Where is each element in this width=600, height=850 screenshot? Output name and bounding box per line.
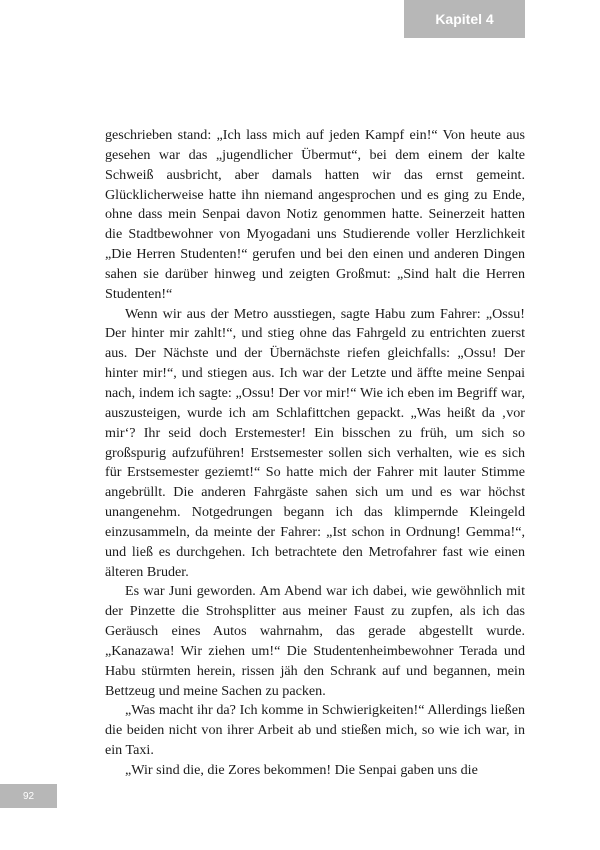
paragraph: „Was macht ihr da? Ich komme in Schwierigkeiten!“ Allerdings ließen die beiden nicht von ihrer Arbeit ab und stießen mich, so wie ich war, in ein Taxi. [105,702,525,759]
page-number: 92 [22,790,35,802]
page-body-text [105,126,525,781]
page-number-box [0,784,57,808]
chapter-label: Kapitel 4 [435,11,494,27]
chapter-tab [404,0,525,38]
paragraph: geschrieben stand: „Ich lass mich auf jeden Kampf ein!“ Von heute aus gesehen war das „jugendlicher Übermut“, bei dem einem der kalte Schweiß ausbricht, aber damals hatten wir das ernst gemeint. Glücklicherweise hatte ihn niemand angesprochen und es ging zu Ende, ohne dass mein Senpai davon Notiz genommen hatte. Seinerzeit hatten die Stadtbewohner von Myogadani uns Studierende voller Herzlichkeit „Die Herren Studenten!“ gerufen und bei den einen und anderen Dingen sahen sie darüber hinweg und zeigten Großmut: „Sind halt die Herren Studenten!“ [105,127,525,302]
paragraph: Es war Juni geworden. Am Abend war ich dabei, wie gewöhnlich mit der Pinzette die Strohsplitter aus meiner Faust zu zupfen, als ich das Geräusch eines Autos wahrnahm, das gerade abgestellt wurde. „Kanazawa! Wir ziehen um!“ Die Studentenheimbewohner Terada und Habu stürmten herein, rissen jäh den Schrank auf und begannen, mein Bettzeug und meine Sachen zu packen. [105,583,525,699]
paragraph: „Wir sind die, die Zores bekommen! Die Senpai gaben uns die [125,762,478,778]
paragraph: Wenn wir aus der Metro ausstiegen, sagte Habu zum Fahrer: „Ossu! Der hinter mir zahlt!“, und stieg ohne das Fahrgeld zu entrichten zuerst aus. Der Nächste und der Übernächste riefen gleichfalls: „Ossu! Der hinter mir!“, und stiegen aus. Ich war der Letzte und äffte meine Senpai nach, indem ich sagte: „Ossu! Der vor mir!“ Wie ich eben im Begriff war, auszusteigen, wurde ich am Schlafittchen gepackt. „Was heißt da ‚vor mir‘? Ihr seid doch Erstemester! Ein bisschen zu früh, um sich so großspurig aufzuführen! Erstsemester sollen sich verhalten, wie es sich für Erstsemester geziemt!“ So hatte mich der Fahrer mit lauter Stimme angebrüllt. Die anderen Fahrgäste sahen sich um und es war höchst unangenehm. Notgedrungen begann ich das klimpernde Kleingeld einzusammeln, da meinte der Fahrer: „Ist schon in Ordnung! Gemma!“, und ließ es durchgehen. Ich betrachtete den Metrofahrer fast wie einen älteren Bruder. [105,305,525,580]
